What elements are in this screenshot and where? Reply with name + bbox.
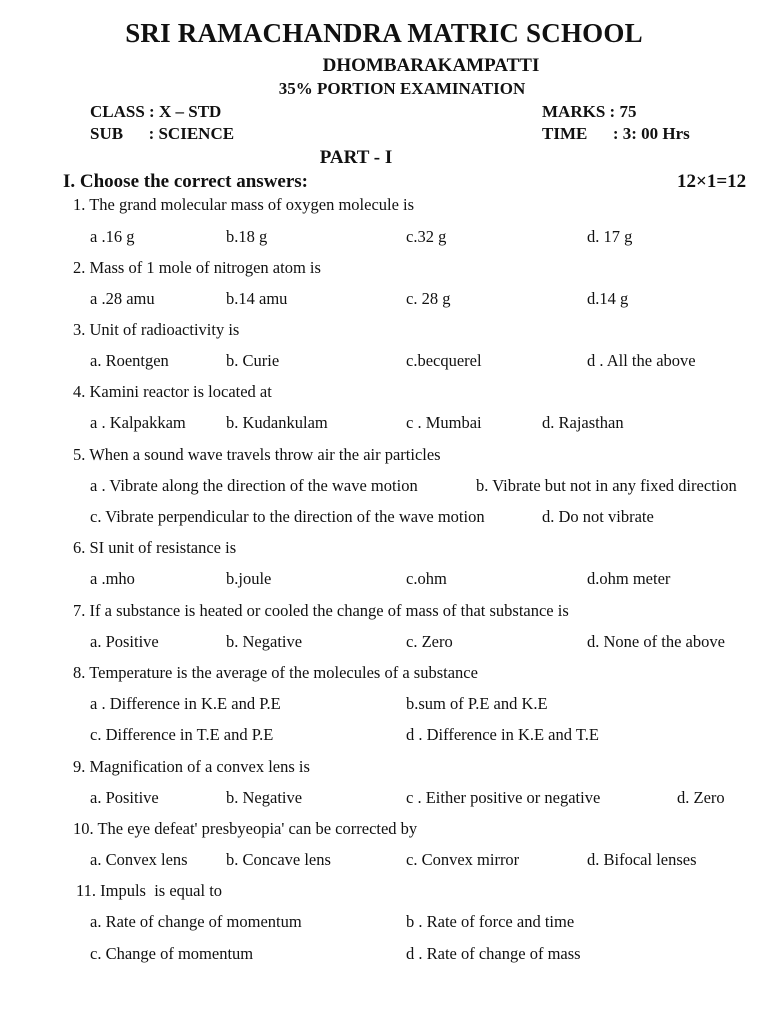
section-heading: I. Choose the correct answers: [63, 171, 309, 192]
q11-option-c: c. Change of momentum [90, 944, 254, 963]
q8-option-c: c. Difference in T.E and P.E [90, 725, 274, 744]
q3-option-a: a. Roentgen [90, 351, 169, 370]
q3-option-c: c.becquerel [406, 351, 482, 370]
q4-option-a: a . Kalpakkam [90, 413, 186, 432]
q2-option-a: a .28 amu [90, 289, 155, 308]
q9-option-c: c . Either positive or negative [406, 788, 601, 807]
question-5: 5. When a sound wave travels throw air the air particles [73, 445, 441, 464]
section-marks: 12×1=12 [677, 171, 747, 192]
school-name: SRI RAMACHANDRA MATRIC SCHOOL [125, 18, 643, 48]
marks-label: MARKS : 75 [542, 102, 637, 121]
q7-option-c: c. Zero [406, 632, 453, 651]
question-8: 8. Temperature is the average of the molecules of a substance [73, 663, 478, 682]
q5-option-b: b. Vibrate but not in any fixed direction [476, 476, 737, 495]
question-3: 3. Unit of radioactivity is [73, 320, 240, 339]
q9-option-a: a. Positive [90, 788, 159, 807]
q11-option-d: d . Rate of change of mass [406, 944, 581, 963]
class-label: CLASS : X – STD [90, 102, 222, 121]
q5-option-d: d. Do not vibrate [542, 507, 654, 526]
q5-option-c: c. Vibrate perpendicular to the direction of the wave motion [90, 507, 485, 526]
q9-option-b: b. Negative [226, 788, 303, 807]
q10-option-b: b. Concave lens [226, 850, 331, 869]
q10-option-d: d. Bifocal lenses [587, 850, 697, 869]
q7-option-b: b. Negative [226, 632, 303, 651]
q1-option-a: a .16 g [90, 227, 135, 246]
q4-option-c: c . Mumbai [406, 413, 482, 432]
school-location: DHOMBARAKAMPATTI [322, 55, 540, 76]
q1-option-b: b.18 g [226, 227, 268, 246]
question-6: 6. SI unit of resistance is [73, 538, 237, 557]
q6-option-d: d.ohm meter [587, 569, 671, 588]
q6-option-c: c.ohm [406, 569, 447, 588]
question-2: 2. Mass of 1 mole of nitrogen atom is [73, 258, 321, 277]
question-11: 11. Impuls is equal to [76, 881, 223, 900]
question-1: 1. The grand molecular mass of oxygen molecule is [73, 195, 415, 214]
question-4: 4. Kamini reactor is located at [73, 382, 272, 401]
exam-title: 35% PORTION EXAMINATION [278, 79, 526, 98]
q8-option-a: a . Difference in K.E and P.E [90, 694, 281, 713]
question-10: 10. The eye defeat' presbyeopia' can be corrected by [73, 819, 418, 838]
q4-option-b: b. Kudankulam [226, 413, 328, 432]
q1-option-c: c.32 g [406, 227, 447, 246]
q2-option-b: b.14 amu [226, 289, 288, 308]
q11-option-a: a. Rate of change of momentum [90, 912, 302, 931]
q10-option-c: c. Convex mirror [406, 850, 520, 869]
q7-option-a: a. Positive [90, 632, 159, 651]
question-9: 9. Magnification of a convex lens is [73, 757, 310, 776]
q9-option-d: d. Zero [677, 788, 725, 807]
q2-option-c: c. 28 g [406, 289, 451, 308]
q5-option-a: a . Vibrate along the direction of the wave motion [90, 476, 418, 495]
q2-option-d: d.14 g [587, 289, 629, 308]
q8-option-b: b.sum of P.E and K.E [406, 694, 548, 713]
q8-option-d: d . Difference in K.E and T.E [406, 725, 599, 744]
question-7: 7. If a substance is heated or cooled the change of mass of that substance is [73, 601, 569, 620]
q3-option-d: d . All the above [587, 351, 696, 370]
time-label: TIME : 3: 00 Hrs [542, 124, 690, 143]
q6-option-a: a .mho [90, 569, 135, 588]
q6-option-b: b.joule [226, 569, 272, 588]
subject-label: SUB : SCIENCE [90, 124, 235, 143]
q1-option-d: d. 17 g [587, 227, 633, 246]
q10-option-a: a. Convex lens [90, 850, 188, 869]
q4-option-d: d. Rajasthan [542, 413, 624, 432]
part-title: PART - I [319, 147, 393, 168]
q7-option-d: d. None of the above [587, 632, 725, 651]
q11-option-b: b . Rate of force and time [406, 912, 575, 931]
q3-option-b: b. Curie [226, 351, 280, 370]
